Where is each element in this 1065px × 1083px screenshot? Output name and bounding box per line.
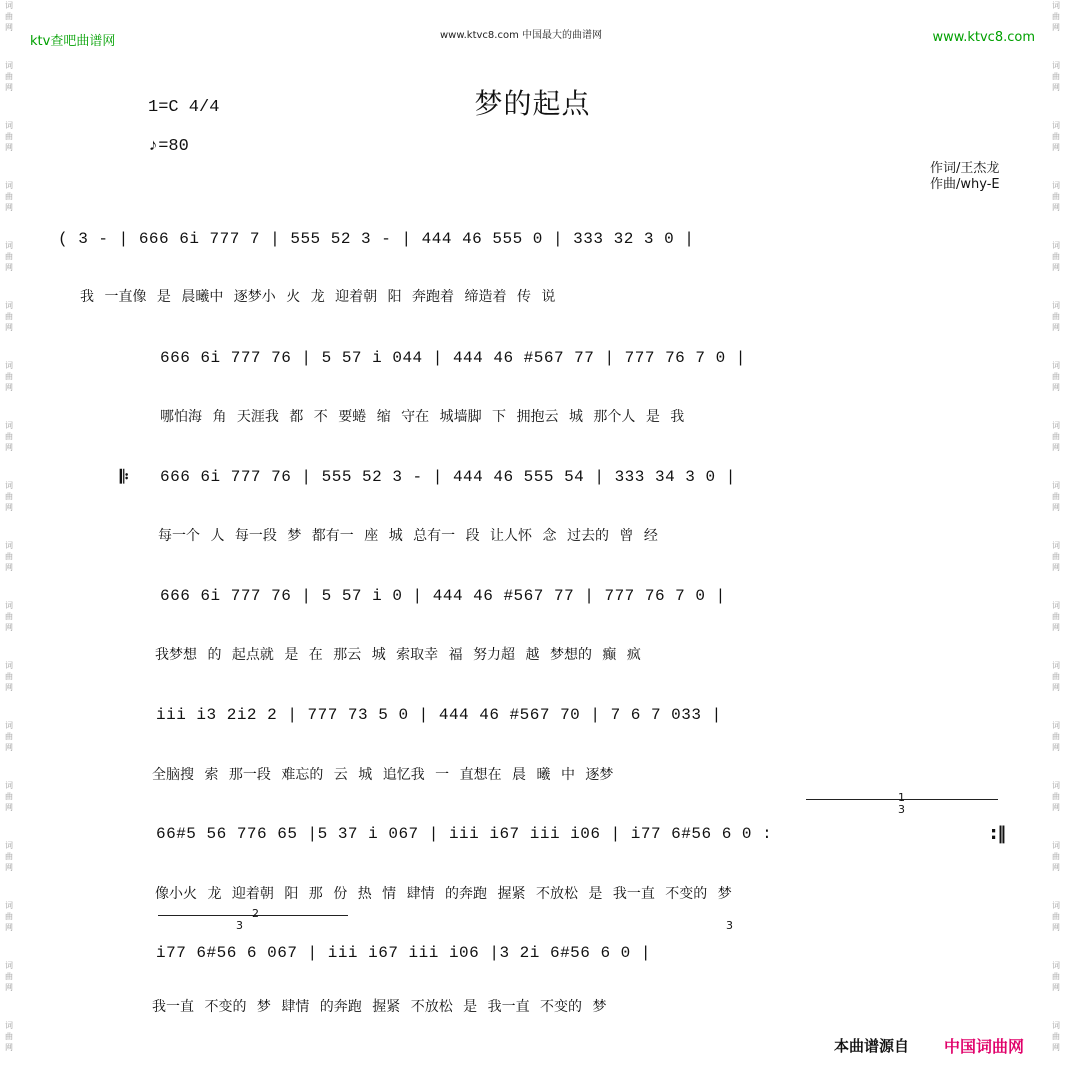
watermark-glyph: 词 <box>1052 721 1060 730</box>
volta-1-triplet: 3 <box>898 803 905 816</box>
watermark-glyph-group <box>2 720 16 780</box>
source-label: 本曲谱源自 <box>834 1037 910 1055</box>
watermark-glyph: 曲 <box>5 252 13 261</box>
notation-line-1: ( 3 - | 666 6i 777 7 | 555 52 3 - | 444 46 555 0 | 333 32 3 0 | <box>58 230 695 248</box>
watermark-glyph: 网 <box>1052 983 1060 992</box>
lyricist-credit: 作词/王杰龙 <box>930 161 1000 176</box>
watermark-glyph: 词 <box>5 481 13 490</box>
watermark-glyph-group <box>2 840 16 900</box>
lyric-line-2: 哪怕海 角 天涯我 都 不 要蜷 缩 守在 城墙脚 下 拥抱云 城 那个人 是 我 <box>160 409 685 425</box>
watermark-glyph: 网 <box>5 743 13 752</box>
watermark-glyph: 网 <box>1052 383 1060 392</box>
right-watermark-column <box>1049 0 1063 1083</box>
watermark-glyph: 网 <box>1052 743 1060 752</box>
watermark-glyph: 网 <box>1052 623 1060 632</box>
watermark-glyph: 曲 <box>5 12 13 21</box>
watermark-glyph: 网 <box>5 983 13 992</box>
watermark-glyph-group <box>2 960 16 1020</box>
watermark-glyph-group <box>1049 960 1063 1020</box>
watermark-glyph-group <box>2 600 16 660</box>
watermark-glyph: 网 <box>1052 683 1060 692</box>
watermark-glyph-group <box>1049 300 1063 360</box>
watermark-glyph-group <box>2 300 16 360</box>
watermark-glyph: 网 <box>1052 23 1060 32</box>
watermark-glyph: 曲 <box>5 1032 13 1041</box>
watermark-glyph: 词 <box>5 421 13 430</box>
watermark-glyph: 词 <box>5 1021 13 1030</box>
watermark-glyph: 网 <box>5 803 13 812</box>
watermark-glyph: 曲 <box>1052 972 1060 981</box>
watermark-glyph: 曲 <box>1052 192 1060 201</box>
watermark-glyph: 词 <box>5 541 13 550</box>
watermark-glyph: 曲 <box>5 372 13 381</box>
watermark-glyph: 词 <box>5 181 13 190</box>
watermark-glyph: 词 <box>1052 121 1060 130</box>
watermark-glyph: 词 <box>5 721 13 730</box>
watermark-glyph: 曲 <box>1052 732 1060 741</box>
watermark-glyph: 词 <box>1052 661 1060 670</box>
watermark-glyph-group <box>1049 900 1063 960</box>
watermark-glyph: 曲 <box>1052 612 1060 621</box>
left-watermark-column <box>2 0 16 1083</box>
watermark-glyph: 网 <box>5 23 13 32</box>
watermark-glyph: 词 <box>5 61 13 70</box>
watermark-glyph-group <box>1049 540 1063 600</box>
watermark-glyph: 曲 <box>1052 912 1060 921</box>
watermark-glyph: 词 <box>5 841 13 850</box>
volta-1-number: 1 <box>898 791 905 804</box>
watermark-glyph: 网 <box>5 143 13 152</box>
lyric-line-1: 我 一直像 是 晨曦中 逐梦小 火 龙 迎着朝 阳 奔跑着 缔造着 传 说 <box>80 289 556 305</box>
watermark-glyph: 网 <box>5 83 13 92</box>
watermark-glyph: 词 <box>1052 421 1060 430</box>
watermark-glyph: 曲 <box>1052 312 1060 321</box>
watermark-glyph-group <box>2 540 16 600</box>
lyric-line-3: 每一个 人 每一段 梦 都有一 座 城 总有一 段 让人怀 念 过去的 曾 经 <box>158 528 658 544</box>
watermark-glyph: 曲 <box>5 432 13 441</box>
watermark-glyph: 词 <box>5 1 13 10</box>
notation-line-2: 666 6i 777 76 | 5 57 i 044 | 444 46 #567 77 | 777 76 7 0 | <box>160 349 746 367</box>
watermark-glyph: 词 <box>5 241 13 250</box>
volta-2-number: 2 <box>252 907 259 920</box>
watermark-glyph-group <box>1049 420 1063 480</box>
watermark-glyph: 曲 <box>1052 1032 1060 1041</box>
watermark-glyph-group <box>1049 120 1063 180</box>
watermark-glyph-group <box>2 120 16 180</box>
watermark-glyph: 曲 <box>5 912 13 921</box>
watermark-glyph-group <box>1049 720 1063 780</box>
watermark-glyph: 网 <box>1052 143 1060 152</box>
watermark-glyph: 曲 <box>5 852 13 861</box>
watermark-glyph-group <box>2 660 16 720</box>
watermark-glyph: 网 <box>5 1043 13 1052</box>
watermark-glyph-group <box>1049 240 1063 300</box>
watermark-glyph: 网 <box>1052 203 1060 212</box>
site-url-right[interactable]: www.ktvc8.com <box>932 30 1035 45</box>
watermark-glyph: 曲 <box>1052 252 1060 261</box>
watermark-glyph: 曲 <box>5 792 13 801</box>
watermark-glyph: 词 <box>1052 901 1060 910</box>
watermark-glyph-group <box>2 0 16 60</box>
watermark-glyph: 词 <box>5 361 13 370</box>
watermark-glyph: 词 <box>5 661 13 670</box>
watermark-glyph: 曲 <box>5 192 13 201</box>
watermark-glyph: 曲 <box>5 672 13 681</box>
watermark-glyph: 网 <box>5 323 13 332</box>
watermark-glyph-group <box>2 360 16 420</box>
watermark-glyph: 词 <box>1052 61 1060 70</box>
watermark-glyph: 网 <box>5 443 13 452</box>
watermark-glyph: 曲 <box>1052 72 1060 81</box>
watermark-glyph: 网 <box>1052 863 1060 872</box>
watermark-glyph-group <box>1049 180 1063 240</box>
watermark-glyph-group <box>2 420 16 480</box>
watermark-glyph-group <box>1049 0 1063 60</box>
repeat-start-sign: 𝄆 <box>120 467 129 488</box>
watermark-glyph: 网 <box>1052 263 1060 272</box>
watermark-glyph: 网 <box>5 863 13 872</box>
watermark-glyph: 词 <box>5 781 13 790</box>
watermark-glyph: 词 <box>1052 1021 1060 1030</box>
watermark-glyph: 网 <box>5 683 13 692</box>
watermark-glyph-group <box>1049 1020 1063 1080</box>
volta-2-triplet: 3 <box>236 919 243 932</box>
watermark-glyph: 词 <box>1052 1 1060 10</box>
final-triplet-mark: 3 <box>726 919 733 932</box>
notation-line-4: 666 6i 777 76 | 5 57 i 0 | 444 46 #567 77 | 777 76 7 0 | <box>160 587 726 605</box>
notation-line-5: iii i3 2i2 2 | 777 73 5 0 | 444 46 #567 70 | 7 6 7 033 | <box>156 706 722 724</box>
tempo-marking: ♪=80 <box>148 137 189 156</box>
watermark-glyph: 网 <box>1052 503 1060 512</box>
lyric-line-5: 全脑搜 索 那一段 难忘的 云 城 追忆我 一 直想在 晨 曦 中 逐梦 <box>152 767 614 783</box>
watermark-glyph: 网 <box>1052 563 1060 572</box>
watermark-glyph-group <box>1049 480 1063 540</box>
watermark-glyph: 曲 <box>1052 132 1060 141</box>
watermark-glyph: 网 <box>5 623 13 632</box>
site-banner: www.ktvc8.com 中国最大的曲谱网 <box>440 30 603 41</box>
lyric-line-7: 我一直 不变的 梦 肆情 的奔跑 握紧 不放松 是 我一直 不变的 梦 <box>152 999 607 1015</box>
watermark-glyph: 词 <box>5 961 13 970</box>
watermark-glyph: 词 <box>1052 541 1060 550</box>
watermark-glyph: 曲 <box>1052 12 1060 21</box>
key-signature: 1=C 4/4 <box>148 98 220 117</box>
watermark-glyph-group <box>2 1020 16 1080</box>
watermark-glyph: 词 <box>1052 961 1060 970</box>
watermark-glyph-group <box>2 480 16 540</box>
lyric-line-4: 我梦想 的 起点就 是 在 那云 城 索取幸 福 努力超 越 梦想的 癫 疯 <box>155 647 641 663</box>
repeat-end-sign: :‖ <box>990 823 1007 844</box>
watermark-glyph: 曲 <box>1052 432 1060 441</box>
composer-credit: 作曲/why-E <box>930 177 1000 192</box>
lyric-line-6: 像小火 龙 迎着朝 阳 那 份 热 情 肆情 的奔跑 握紧 不放松 是 我一直 不变的 梦 <box>155 886 732 902</box>
watermark-glyph: 词 <box>5 601 13 610</box>
watermark-glyph: 网 <box>5 203 13 212</box>
watermark-glyph: 曲 <box>1052 492 1060 501</box>
watermark-glyph: 网 <box>5 503 13 512</box>
watermark-glyph-group <box>1049 360 1063 420</box>
watermark-glyph: 词 <box>5 301 13 310</box>
notation-line-6: 66#5 56 776 65 |5 37 i 067 | iii i67 iii i06 | i77 6#56 6 0 : <box>156 825 773 843</box>
watermark-glyph: 曲 <box>5 972 13 981</box>
watermark-glyph: 词 <box>1052 481 1060 490</box>
watermark-glyph-group <box>2 780 16 840</box>
watermark-glyph: 网 <box>1052 443 1060 452</box>
source-site-name[interactable]: 中国词曲网 <box>944 1037 1025 1056</box>
watermark-glyph: 词 <box>5 121 13 130</box>
watermark-glyph-group <box>2 240 16 300</box>
watermark-glyph: 词 <box>1052 241 1060 250</box>
watermark-glyph: 网 <box>1052 923 1060 932</box>
watermark-glyph: 曲 <box>5 132 13 141</box>
watermark-glyph-group <box>1049 840 1063 900</box>
watermark-glyph: 网 <box>5 563 13 572</box>
watermark-glyph-group <box>2 900 16 960</box>
watermark-glyph: 网 <box>5 383 13 392</box>
notation-line-7: i77 6#56 6 067 | iii i67 iii i06 |3 2i 6#56 6 0 | <box>156 944 651 962</box>
watermark-glyph: 曲 <box>1052 372 1060 381</box>
song-title: 梦的起点 <box>474 87 591 120</box>
watermark-glyph-group <box>1049 780 1063 840</box>
watermark-glyph: 曲 <box>5 72 13 81</box>
watermark-glyph: 网 <box>1052 83 1060 92</box>
watermark-glyph: 曲 <box>1052 552 1060 561</box>
watermark-glyph: 词 <box>1052 301 1060 310</box>
watermark-glyph: 曲 <box>5 552 13 561</box>
watermark-glyph: 词 <box>1052 781 1060 790</box>
watermark-glyph: 曲 <box>5 612 13 621</box>
watermark-glyph: 网 <box>5 263 13 272</box>
watermark-glyph: 曲 <box>5 492 13 501</box>
watermark-glyph: 词 <box>1052 841 1060 850</box>
watermark-glyph: 词 <box>1052 361 1060 370</box>
watermark-glyph: 曲 <box>5 312 13 321</box>
watermark-glyph: 词 <box>1052 601 1060 610</box>
watermark-glyph: 网 <box>5 923 13 932</box>
notation-line-3: 666 6i 777 76 | 555 52 3 - | 444 46 555 54 | 333 34 3 0 | <box>160 468 736 486</box>
watermark-glyph: 曲 <box>1052 852 1060 861</box>
watermark-glyph: 曲 <box>1052 672 1060 681</box>
watermark-glyph-group <box>1049 600 1063 660</box>
watermark-glyph: 曲 <box>1052 792 1060 801</box>
watermark-glyph-group <box>2 180 16 240</box>
site-name-left[interactable]: ktv查吧曲谱网 <box>30 34 116 49</box>
watermark-glyph: 词 <box>1052 181 1060 190</box>
watermark-glyph: 网 <box>1052 323 1060 332</box>
watermark-glyph: 网 <box>1052 803 1060 812</box>
watermark-glyph-group <box>1049 660 1063 720</box>
watermark-glyph: 词 <box>5 901 13 910</box>
watermark-glyph: 网 <box>1052 1043 1060 1052</box>
watermark-glyph: 曲 <box>5 732 13 741</box>
